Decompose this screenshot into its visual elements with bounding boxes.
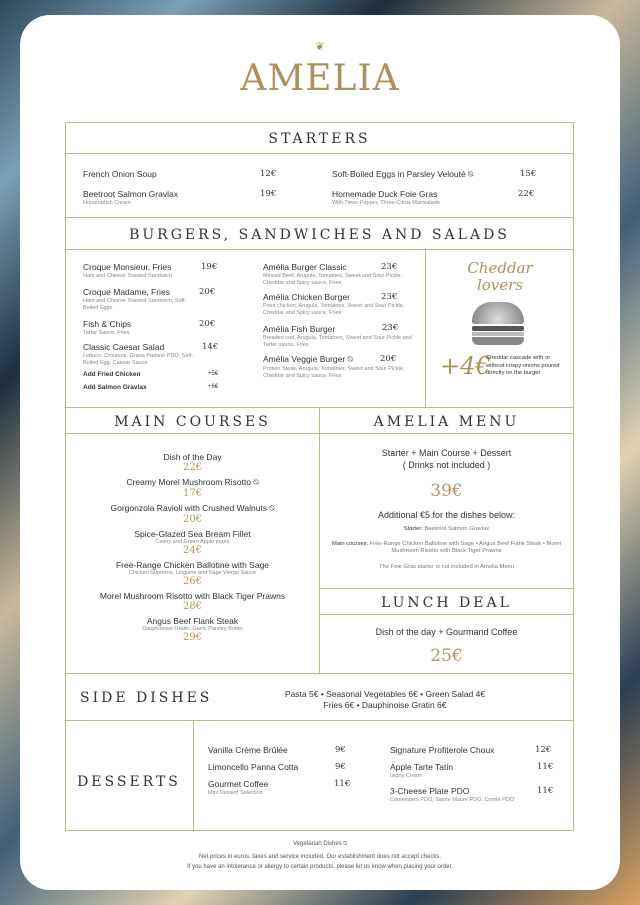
side-dishes-title: SIDE DISHES: [80, 690, 213, 706]
menu-item: Amélia Chicken Burger Fried chicken, Arugula, Tomatoes, Sweet and Sour Pickle, Cheddar and Spicy sauce, Fries: [263, 292, 405, 316]
menu-item: Amélia Burger Classic Minced Beef, Arugula, Tomatoes, Sweet and Sour Pickle, Cheddar and Spicy sauce, Fries: [263, 262, 403, 286]
main-course-item: Creamy Morel Mushroom Risotto ⍉ 17€: [126, 477, 259, 499]
logo-leaf-icon: ❦: [315, 41, 325, 53]
main-course-item: Gorgonzola Ravioli with Crushed Walnuts ⍉ 20€: [110, 503, 275, 525]
menu-item: 3-Cheese Plate PDO Camembert PDO, Sainte Maure PDO, Comté PDO: [390, 786, 515, 803]
cheddar-lovers-title: Cheddar lovers: [467, 259, 533, 294]
menu-item: Croque Monsieur, Fries Ham and Cheese Toasted Sandwich: [83, 262, 172, 279]
menu-item: Amélia Fish Burger Breaded cod, Arugula, Tomatoes, Sweet and Sour Pickle and Tartar sauce, Fries: [263, 324, 412, 348]
menu-item: Gourmet Coffee Mini Dessert Selection: [208, 779, 269, 796]
menu-item: Homemade Duck Foie Gras With Timur Pepper, Three-Citrus Marmalade: [332, 189, 440, 206]
menu-item: Apple Tarte Tatin Isigny Cream: [390, 762, 454, 779]
menu-item: Croque Madame, Fries Ham and Cheese Toasted Sandwich, Soft-Boiled Eggs: [83, 287, 187, 311]
main-courses-title: MAIN COURSES: [114, 414, 271, 430]
main-course-item: Morel Mushroom Risotto with Black Tiger Prawns 28€: [99, 591, 286, 612]
burger-illustration-icon: [472, 302, 524, 346]
menu-item: Soft-Boiled Eggs in Parsley Velouté ⍉: [332, 169, 474, 179]
addon-item: Add Salmon Gravlax: [83, 384, 147, 391]
brand-logo: AMELIA: [240, 58, 400, 99]
addon-item: Add Fried Chicken: [83, 371, 141, 378]
menu-item: Fish & Chips Tartar Sauce, Fries: [83, 319, 132, 336]
starters-title: STARTERS: [268, 131, 371, 147]
main-course-item: Angus Beef Flank Steak Dauphinoise Gratin, Garlic Parsley Butter 29€: [142, 616, 243, 643]
burgers-title: BURGERS, SANDWICHES AND SALADS: [129, 227, 510, 243]
main-course-item: Spice-Glazed Sea Bream Fillet Celery and Green Apple purée 24€: [134, 529, 251, 556]
vegetarian-legend: Vegetarian Dishes ⍉: [293, 841, 347, 847]
menu-item: Beetroot Salmon Gravlax Horseradish Cream: [83, 189, 178, 206]
cheddar-price: +4€: [440, 352, 491, 380]
lunch-deal-title: LUNCH DEAL: [381, 595, 512, 611]
amelia-menu-price: 39€: [430, 481, 463, 501]
menu-item: Amélia Veggie Burger ⍉ Protein Steak, Arugula, Tomatoes, Sweet and Sour Pickle, Cheddar and Spicy sauce, Fries: [263, 354, 405, 379]
cheddar-desc: Cheddar cascade with or without crispy onions poured directly on the burger: [486, 355, 560, 376]
desserts-title: DESSERTS: [77, 774, 181, 790]
menu-item: Classic Caesar Salad Lettuce, Croutons, Grana Padano PDO, Soft-Boiled Egg, Caesar Sauce: [83, 342, 194, 366]
main-course-item: Dish of the Day 22€: [163, 452, 222, 473]
main-course-item: Free-Range Chicken Ballotine with Sage Chicken Supreme, Linguine and Sage Vierge Sauce 26€: [115, 560, 270, 587]
amelia-menu-title: AMELIA MENU: [373, 414, 520, 430]
lunch-deal-price: 25€: [430, 646, 463, 666]
menu-item: French Onion Soup: [83, 169, 157, 179]
